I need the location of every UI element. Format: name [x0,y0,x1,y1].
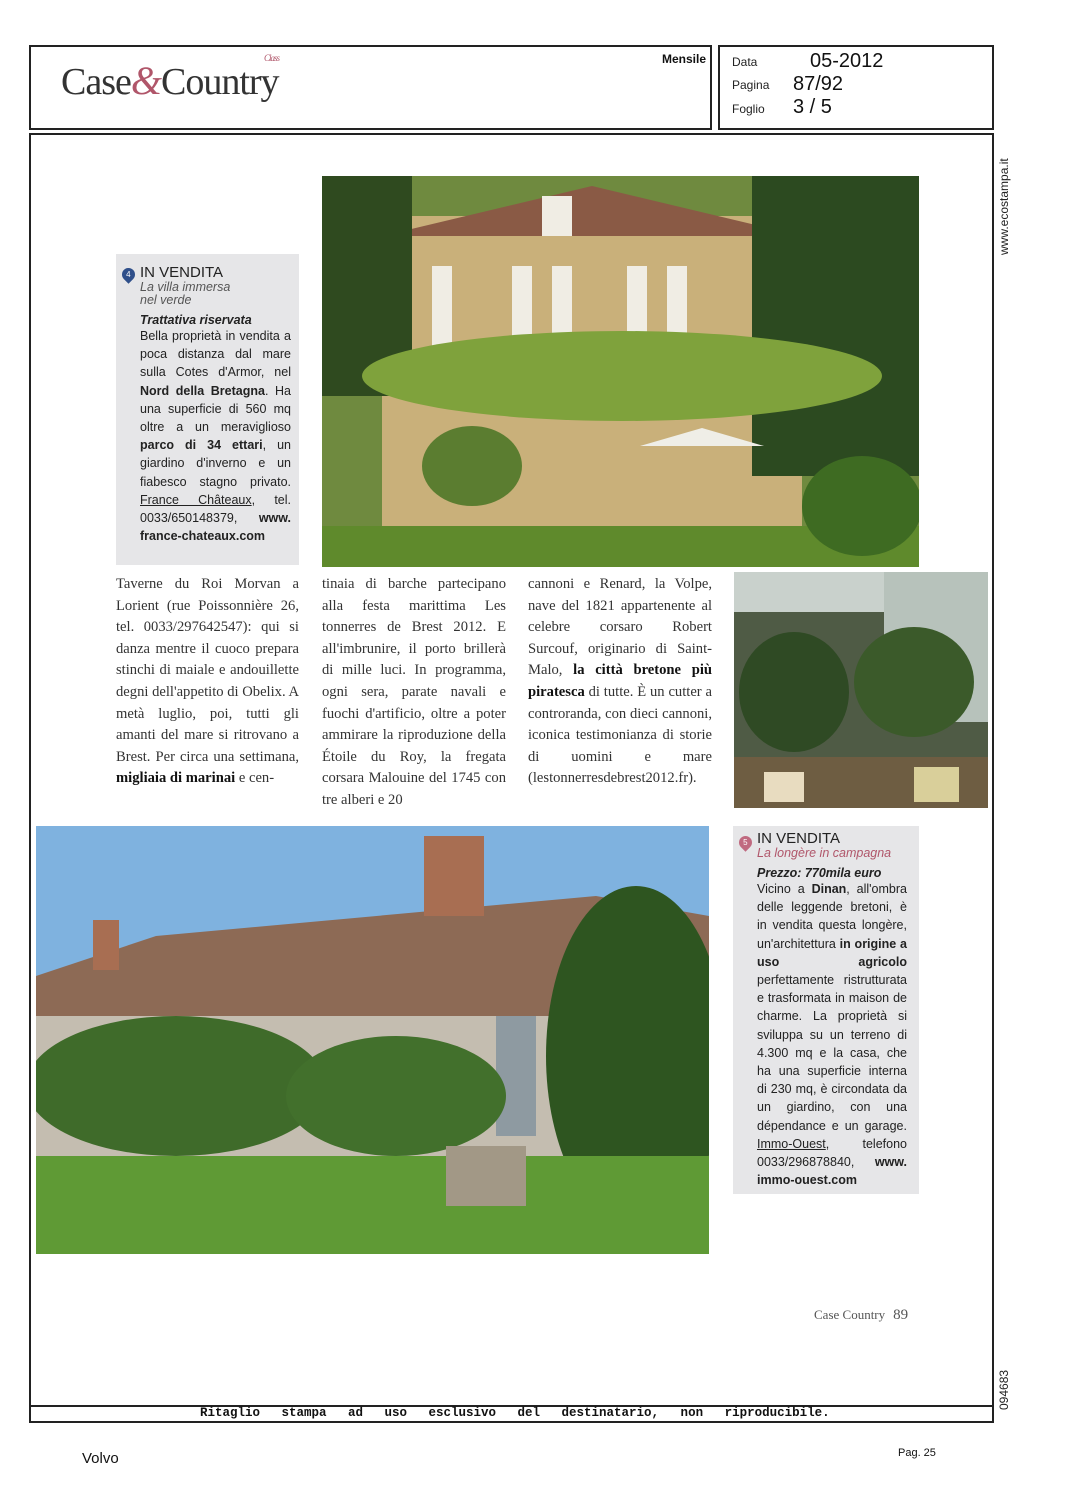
periodicity-label: Mensile [661,52,706,66]
foglio-value: 3 / 5 [793,96,832,118]
article-column-2: tinaia di barche partecipano alla festa marittima Les tonnerres de Brest 2012. E all'imbrunire, il porto brillerà di mille luci. In programma, ogni sera, parate navali e fuochi d'artificio, oltre a poter ammirare la riproduzione della Étoile du Roy, la fregata corsara Malouine del 1745 con tre alberi e 20 [322,576,506,808]
footer-disclaimer: Ritaglio stampa ad uso esclusivo del destinatario, non riproducibile. [200,1406,830,1420]
listing-4-price: Trattativa riservata [140,313,252,327]
data-value: 05-2012 [810,50,884,72]
listing-5-website: www. immo-ouest.com [757,1155,907,1188]
winter-garden-photo [734,572,988,808]
article-column-1: Taverne du Roi Morvan a Lorient (rue Poissonnière 26, tel. 0033/297642547): qui si danza mentre il cuoco prepara stinchi di maiale e andouillette degni dell'appetito di Obelix. A metà luglio, poi, tutti gli amanti del mare si ritrovano a Brest. Per circa una settimana, migliaia di marinai e cen- [116,576,299,787]
listing-4-website: www. france-chateaux.com [140,511,291,544]
data-label: Data [732,55,758,69]
villa-photo [322,176,919,567]
meta-box [718,45,994,130]
listing-4-text: Bella proprietà in vendita a poca distanza dal mare sulla Cotes d'Armor, nel Nord della Bretagna. Ha una superficie di 560 mq oltre a un meraviglioso parco di 34 ettari, un giardino d'inverno e un fiabesco stagno privato. France Châteaux, tel. 0033/650148379, www. france-chateaux.com [140,329,292,544]
article-column-3: cannoni e Renard, la Volpe, nave del 1821 appartenente al celebre corsaro Robert Surcouf, originario di Saint-Malo, la città bretone più piratesca di tutte. È un cutter a controranda, con dieci cannoni, iconica testimonianza di storie di uomini e mare (lestonnerresdebrest2012.fr). [528,576,712,787]
magazine-logo: Case&Country Class [61,53,280,103]
listing-5-heading: IN VENDITA [757,830,841,847]
listing-5-agency: Immo-Ouest [757,1136,826,1151]
pagina-value: 87/92 [793,73,844,95]
marker-4-icon: 4 [122,266,140,284]
longere-photo [36,826,709,1254]
listing-4-subtitle-2: nel verde [140,293,192,307]
listing-4-subtitle-1: La villa immersa [140,280,231,294]
listing-4-box [116,254,299,565]
listing-5-price: Prezzo: 770mila euro [757,866,882,880]
folio-magazine: Case Country [814,1307,886,1322]
page-number: Pag. 25 [898,1447,936,1459]
listing-5-text: Vicino a Dinan, all'ombra delle leggende bretoni, è in vendita questa longère, un'architettura in origine a uso agricolo perfettamente ristrutturata e trasformata in maison de charme. La proprietà si sviluppa su un terreno di 4.300 mq e la casa, che ha una superficie interna di 230 mq, è circondata da un giardino, con una dépendance e un garage. Immo-Ouest, telefono 0033/296878840, www. immo-ouest.com [757,882,907,1188]
listing-4-heading: IN VENDITA [140,264,224,281]
client-name: Volvo [82,1450,119,1467]
pagina-label: Pagina [732,78,770,92]
side-code: 094683 [997,1369,1011,1410]
foglio-label: Foglio [732,102,765,116]
listing-5-box [733,826,919,1194]
listing-4-agency: France Châteaux [140,492,252,507]
masthead-box [29,45,712,130]
side-url: www.ecostampa.it [997,158,1011,255]
folio-page: 89 [893,1307,909,1323]
marker-5-icon: 5 [739,834,757,852]
page-folio [814,1306,908,1324]
listing-5-subtitle: La longère in campagna [757,846,892,860]
